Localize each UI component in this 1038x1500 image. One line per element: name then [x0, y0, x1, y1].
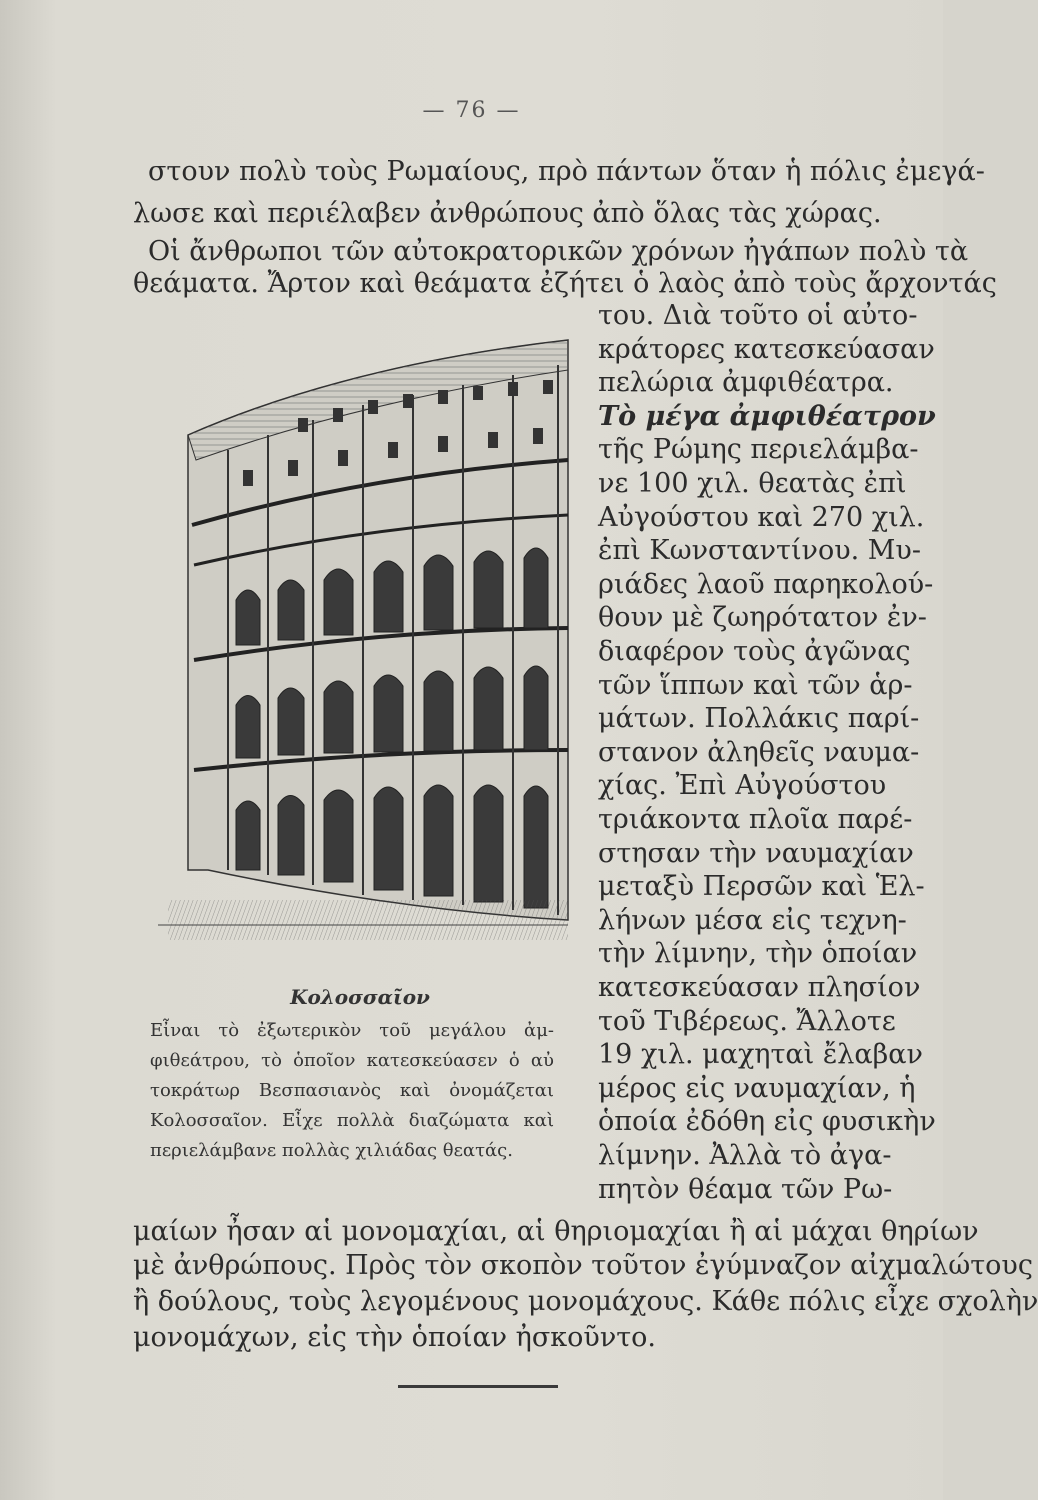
text-line: στουν πολὺ τοὺς Ρωμαίους, πρὸ πάντων ὅταν ἡ πόλις ἐμεγά-: [148, 156, 985, 187]
column-text-line: μεταξὺ Περσῶν καὶ Ἑλ-: [598, 871, 925, 903]
column-text-line: νε 100 χιλ. θεατὰς ἐπὶ: [598, 468, 907, 499]
column-text-line: κατεσκεύασαν πλησίον: [598, 972, 921, 1003]
caption-line: Εἶναι τὸ ἐξωτερικὸν τοῦ μεγάλου ἀμ-: [150, 1020, 554, 1041]
caption-line: περιελάμβανε πολλὰς χιλιάδας θεατάς.: [150, 1140, 513, 1161]
column-text-line: διαφέρον τοὺς ἀγῶνας: [598, 636, 911, 667]
text-line: Οἱ ἄνθρωποι τῶν αὐτοκρατορικῶν χρόνων ἠγάπων πολὺ τὰ: [148, 236, 969, 267]
text-line: ἢ δούλους, τοὺς λεγομένους μονομάχους. Κάθε πόλις εἶχε σχολὴν: [133, 1286, 1038, 1317]
column-text-line: λίμνην. Ἀλλὰ τὸ ἀγα-: [598, 1140, 892, 1171]
colosseum-illustration: [148, 310, 588, 960]
caption-line: Κολοσσαῖον. Εἶχε πολλὰ διαζώματα καὶ: [150, 1110, 554, 1131]
column-text-line: ἐπὶ Κωνσταντίνου. Μυ-: [598, 535, 921, 567]
column-text-line: τῶν ἵππων καὶ τῶν ἁρ-: [598, 669, 913, 701]
text-line: λωσε καὶ περιέλαβεν ἀνθρώπους ἀπὸ ὅλας τὰς χώρας.: [133, 198, 882, 229]
column-text-line: στησαν τὴν ναυμαχίαν: [598, 837, 914, 869]
column-text-line: λήνων μέσα εἰς τεχνη-: [598, 904, 907, 936]
text-line: μαίων ἦσαν αἱ μονομαχίαι, αἱ θηριομαχίαι ἢ αἱ μάχαι θηρίων: [133, 1216, 979, 1247]
caption-title: Κολοσσαῖον: [290, 985, 430, 1009]
column-text-line: χίας. Ἐπὶ Αὐγούστου: [598, 770, 887, 802]
column-text-line: μάτων. Πολλάκις παρί-: [598, 703, 920, 735]
column-text-line: ὁποία ἐδόθη εἰς φυσικὴν: [598, 1106, 936, 1138]
column-text-line: ριάδες λαοῦ παρηκολού-: [598, 568, 934, 600]
column-text-line: πελώρια ἀμφιθέατρα.: [598, 367, 894, 399]
column-text-line: 19 χιλ. μαχηταὶ ἔλαβαν: [598, 1039, 923, 1071]
column-text-line: μέρος εἰς ναυμαχίαν, ἡ: [598, 1072, 916, 1104]
column-text-line: κράτορες κατεσκεύασαν: [598, 333, 935, 365]
column-text-line: τοῦ Τιβέρεως. Ἄλλοτε: [598, 1005, 896, 1037]
page-number: — 76 —: [422, 98, 521, 123]
column-text-line: τὴν λίμνην, τὴν ὁποίαν: [598, 938, 918, 970]
column-text-line: του. Διὰ τοῦτο οἱ αὐτο-: [598, 300, 918, 331]
caption-line: φιθεάτρου, τὸ ὁποῖον κατεσκεύασεν ὁ αὐ: [150, 1050, 554, 1071]
column-text-line: Αὐγούστου καὶ 270 χιλ.: [598, 501, 925, 533]
column-text-line: Τὸ μέγα ἀμφιθέατρον: [598, 400, 936, 432]
text-line: θεάματα. Ἄρτον καὶ θεάματα ἐζήτει ὁ λαὸς ἀπὸ τοὺς ἄρχοντάς: [133, 268, 997, 299]
column-text-line: τῆς Ρώμης περιελάμβα-: [598, 434, 919, 466]
column-text-line: θουν μὲ ζωηρότατον ἐν-: [598, 602, 927, 634]
end-rule: [398, 1385, 558, 1388]
caption-line: τοκράτωρ Βεσπασιανὸς καὶ ὀνομάζεται: [150, 1080, 554, 1101]
column-text-line: πητὸν θέαμα τῶν Ρω-: [598, 1173, 893, 1205]
column-text-line: στανον ἀληθεῖς ναυμα-: [598, 736, 920, 768]
text-line: μὲ ἀνθρώπους. Πρὸς τὸν σκοπὸν τοῦτον ἐγύμναζον αἰχμαλώτους: [133, 1250, 1033, 1281]
column-text-line: τριάκοντα πλοῖα παρέ-: [598, 804, 913, 835]
text-line: μονομάχων, εἰς τὴν ὁποίαν ἠσκοῦντο.: [133, 1322, 657, 1353]
